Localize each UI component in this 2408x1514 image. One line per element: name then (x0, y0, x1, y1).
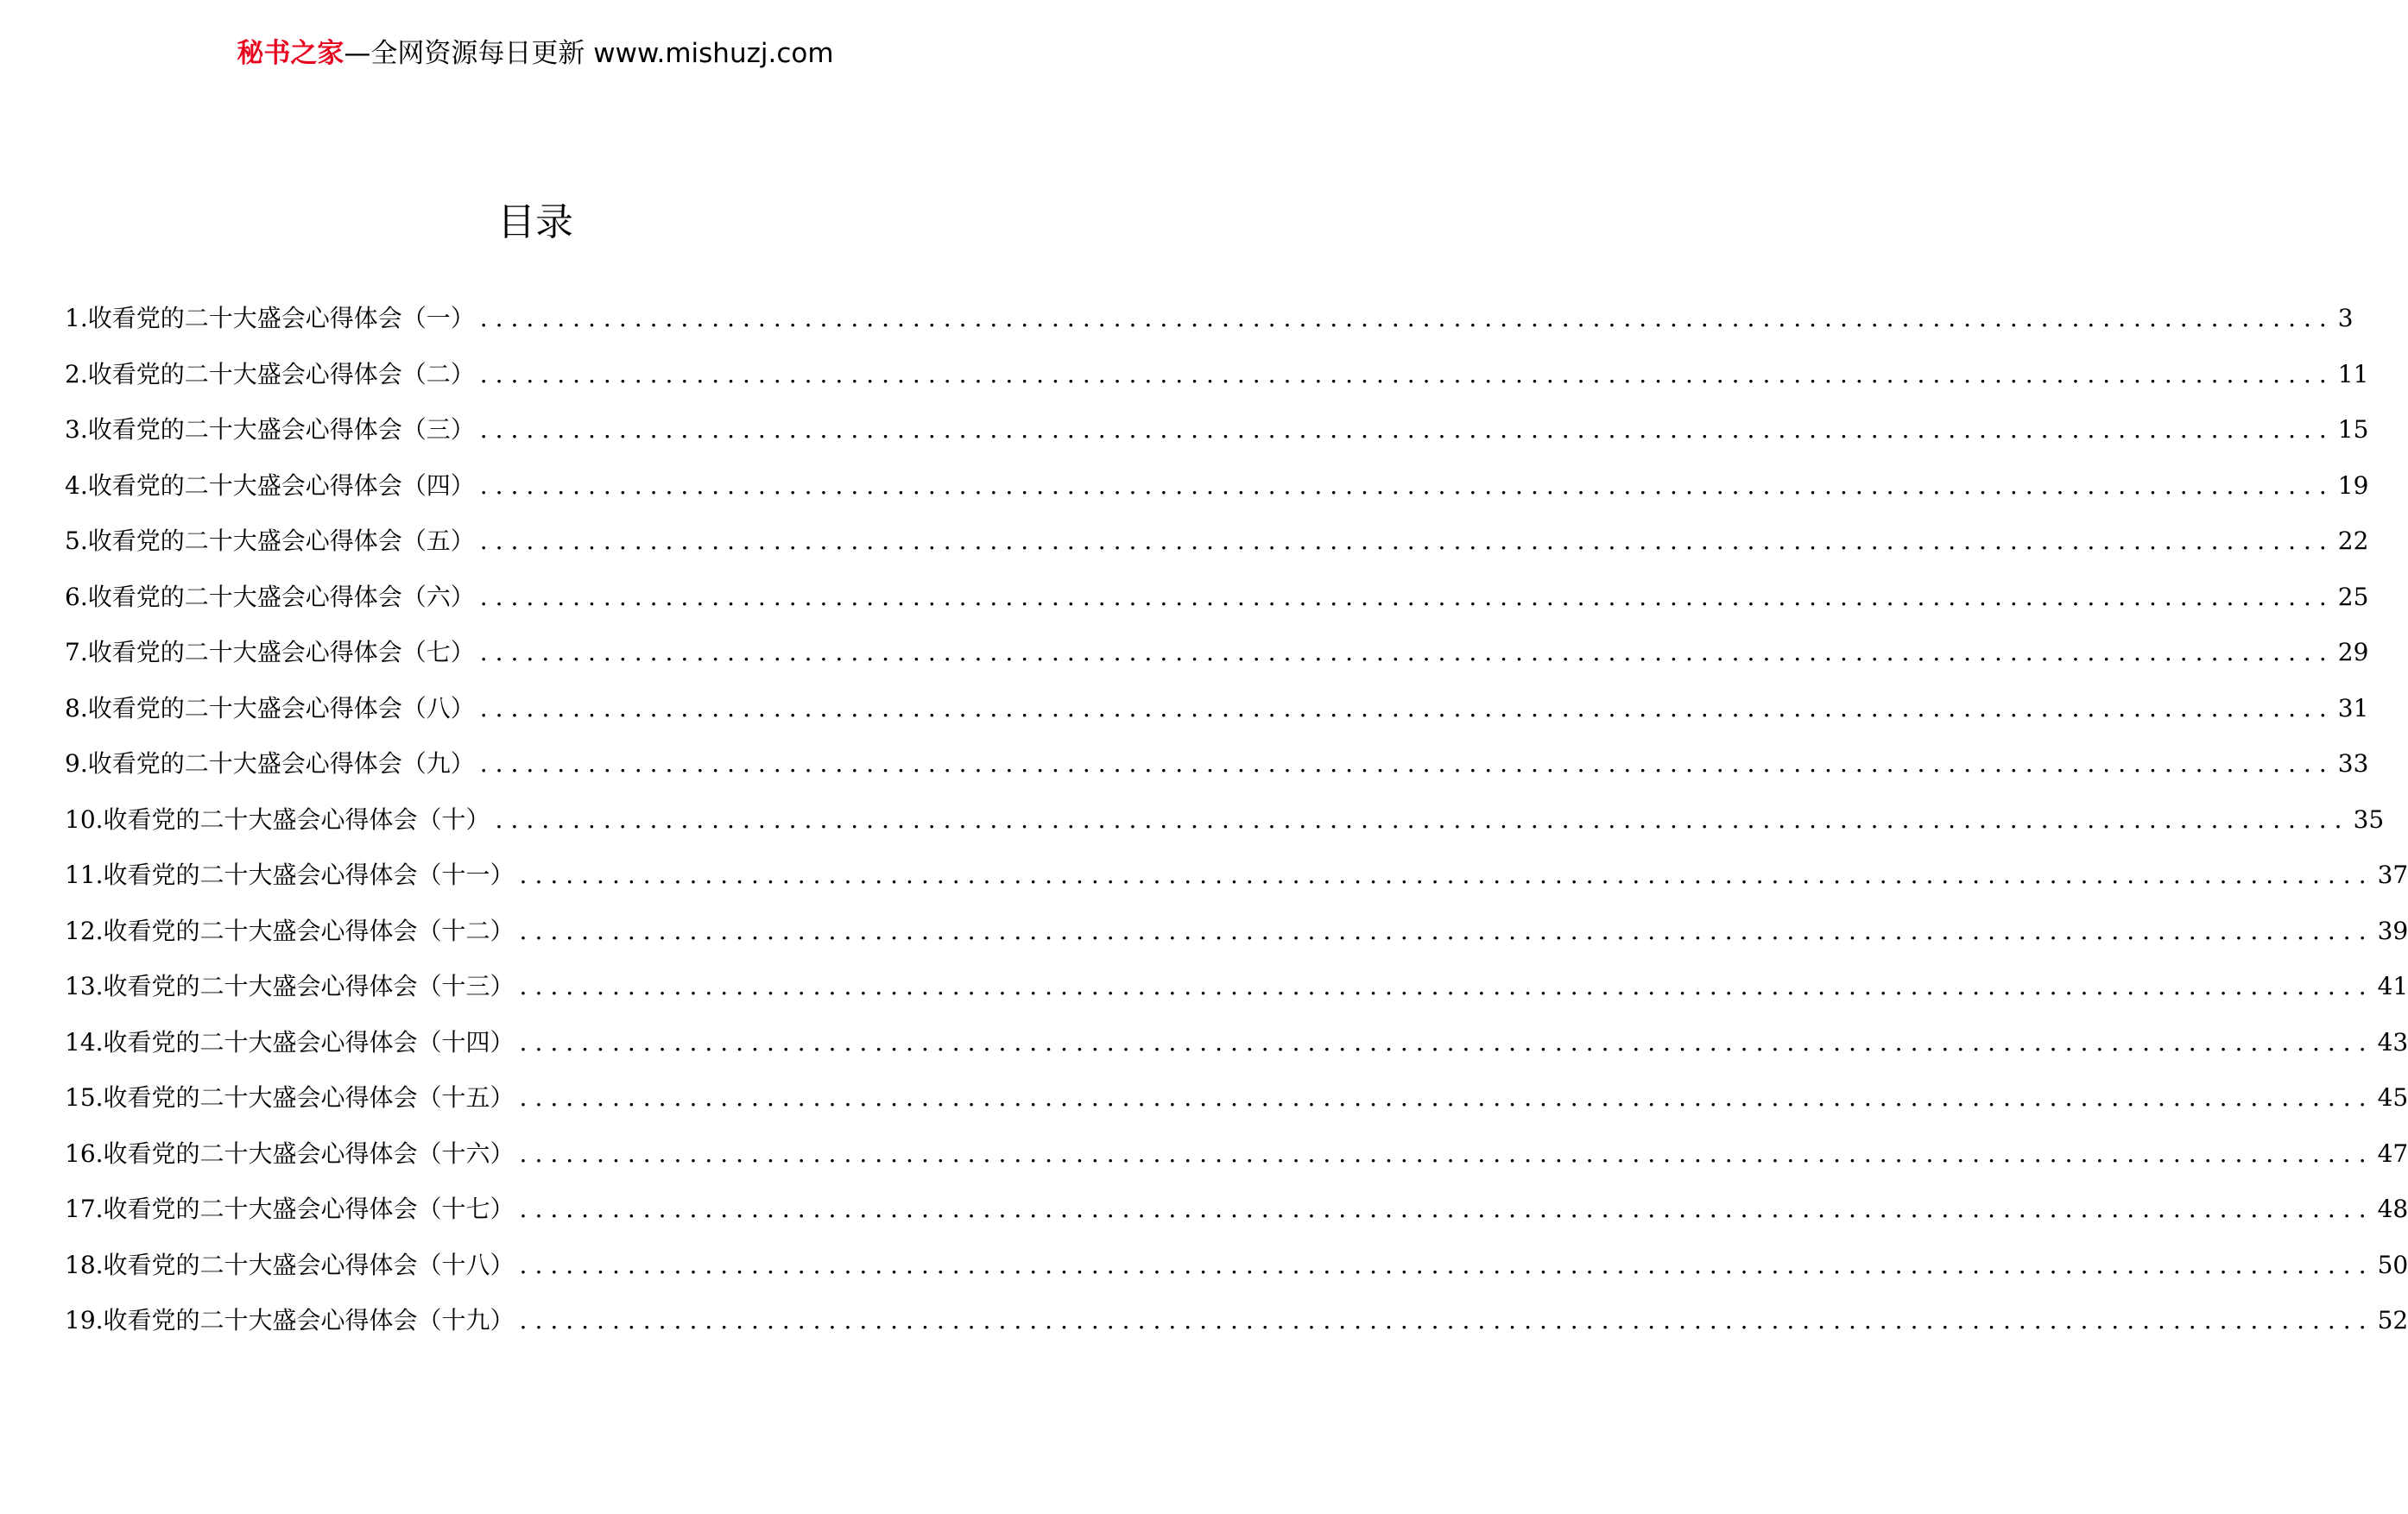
toc-dot-leader: ........................................................................................................................ (519, 1195, 2374, 1223)
toc-dot-leader: ........................................................................................................................ (479, 304, 2335, 332)
toc-entry[interactable] (65, 1246, 2408, 1303)
toc-dot-leader: ........................................................................................................................ (519, 1083, 2374, 1112)
brand-name: 秘书之家 (237, 38, 344, 69)
toc-entry[interactable] (65, 1079, 2408, 1135)
toc-entry-title: 15.收看党的二十大盛会心得体会（十五） (65, 1083, 515, 1112)
toc-entry-title: 4.收看党的二十大盛会心得体会（四） (65, 470, 475, 500)
toc-dot-leader: ........................................................................................................................ (519, 861, 2374, 889)
toc-entry[interactable] (65, 856, 2408, 912)
toc-entry-title: 11.收看党的二十大盛会心得体会（十一） (65, 861, 515, 889)
toc-entry-title: 9.收看党的二十大盛会心得体会（九） (65, 749, 475, 778)
toc-page-number: 41 (2377, 972, 2408, 1000)
toc-entry-title: 17.收看党的二十大盛会心得体会（十七） (65, 1195, 515, 1223)
toc-entry-title: 8.收看党的二十大盛会心得体会（八） (65, 693, 475, 722)
toc-entry[interactable] (65, 1135, 2408, 1191)
toc-dot-leader: ........................................................................................................................ (519, 916, 2374, 945)
toc-dot-leader: ........................................................................................................................ (519, 1139, 2374, 1168)
toc-entry[interactable] (65, 1024, 2408, 1080)
toc-entry-title: 18.收看党的二十大盛会心得体会（十八） (65, 1250, 515, 1279)
toc-entry-title: 3.收看党的二十大盛会心得体会（三） (65, 415, 475, 444)
toc-entry[interactable] (65, 1190, 2408, 1246)
toc-page-number: 29 (2337, 638, 2369, 666)
toc-entry-title: 6.收看党的二十大盛会心得体会（六） (65, 582, 475, 611)
header-tagline: —全网资源每日更新 www.mishuzj.com (344, 38, 834, 69)
toc-entry[interactable] (65, 467, 2369, 523)
toc-entry-title: 13.收看党的二十大盛会心得体会（十三） (65, 972, 515, 1000)
toc-page-number: 50 (2377, 1250, 2408, 1279)
toc-dot-leader: ........................................................................................................................ (495, 804, 2350, 834)
toc-entry-title: 16.收看党的二十大盛会心得体会（十六） (65, 1139, 515, 1168)
toc-entry[interactable] (65, 1302, 2408, 1358)
toc-dot-leader: ........................................................................................................................ (479, 693, 2335, 722)
toc-entry[interactable] (65, 690, 2369, 746)
toc-dot-leader: ........................................................................................................................ (519, 1250, 2374, 1279)
toc-page-number: 45 (2377, 1083, 2408, 1112)
toc-entry[interactable] (65, 578, 2369, 634)
page-header (0, 36, 1071, 71)
toc-page-number: 15 (2337, 415, 2369, 444)
toc-entry-title: 2.收看党的二十大盛会心得体会（二） (65, 359, 475, 388)
toc-page-number: 31 (2337, 693, 2369, 722)
toc-dot-leader: ........................................................................................................................ (519, 1027, 2374, 1057)
toc-entry-title: 19.收看党的二十大盛会心得体会（十九） (65, 1306, 515, 1334)
toc-entry[interactable] (65, 411, 2369, 467)
toc-entry[interactable] (65, 801, 2385, 857)
toc-page-number: 33 (2337, 749, 2369, 778)
toc-page-number: 25 (2337, 582, 2369, 611)
toc-entry[interactable] (65, 968, 2408, 1024)
toc-entry-title: 10.收看党的二十大盛会心得体会（十） (65, 804, 490, 834)
toc-dot-leader: ........................................................................................................................ (519, 1306, 2374, 1334)
toc-entry[interactable] (65, 912, 2408, 968)
table-of-contents (65, 300, 2408, 1358)
toc-entry[interactable] (65, 745, 2369, 801)
toc-entry[interactable] (65, 634, 2369, 690)
toc-dot-leader: ........................................................................................................................ (479, 638, 2335, 666)
toc-page-number: 39 (2377, 916, 2408, 945)
toc-entry[interactable] (65, 300, 2354, 356)
toc-dot-leader: ........................................................................................................................ (479, 415, 2335, 444)
toc-dot-leader: ........................................................................................................................ (479, 749, 2335, 778)
toc-page-number: 35 (2353, 804, 2385, 834)
toc-dot-leader: ........................................................................................................................ (479, 359, 2335, 388)
toc-dot-leader: ........................................................................................................................ (479, 527, 2335, 555)
toc-entry[interactable] (65, 522, 2369, 578)
toc-entry-title: 1.收看党的二十大盛会心得体会（一） (65, 304, 475, 332)
toc-page-number: 11 (2337, 359, 2369, 388)
toc-entry[interactable] (65, 356, 2369, 412)
toc-dot-leader: ........................................................................................................................ (519, 972, 2374, 1000)
toc-dot-leader: ........................................................................................................................ (479, 582, 2335, 611)
page-title: 目录 (497, 200, 573, 244)
toc-entry-title: 7.收看党的二十大盛会心得体会（七） (65, 638, 475, 666)
toc-dot-leader: ........................................................................................................................ (479, 470, 2335, 500)
toc-entry-title: 14.收看党的二十大盛会心得体会（十四） (65, 1027, 515, 1057)
toc-page-number: 43 (2377, 1027, 2408, 1057)
toc-page-number: 22 (2337, 527, 2369, 555)
toc-page-number: 47 (2377, 1139, 2408, 1168)
toc-entry-title: 12.收看党的二十大盛会心得体会（十二） (65, 916, 515, 945)
toc-entry-title: 5.收看党的二十大盛会心得体会（五） (65, 527, 475, 555)
toc-page-number: 37 (2377, 861, 2408, 889)
toc-page-number: 19 (2337, 470, 2369, 500)
toc-page-number: 52 (2377, 1306, 2408, 1334)
toc-page-number: 3 (2337, 304, 2354, 332)
toc-page-number: 48 (2377, 1195, 2408, 1223)
